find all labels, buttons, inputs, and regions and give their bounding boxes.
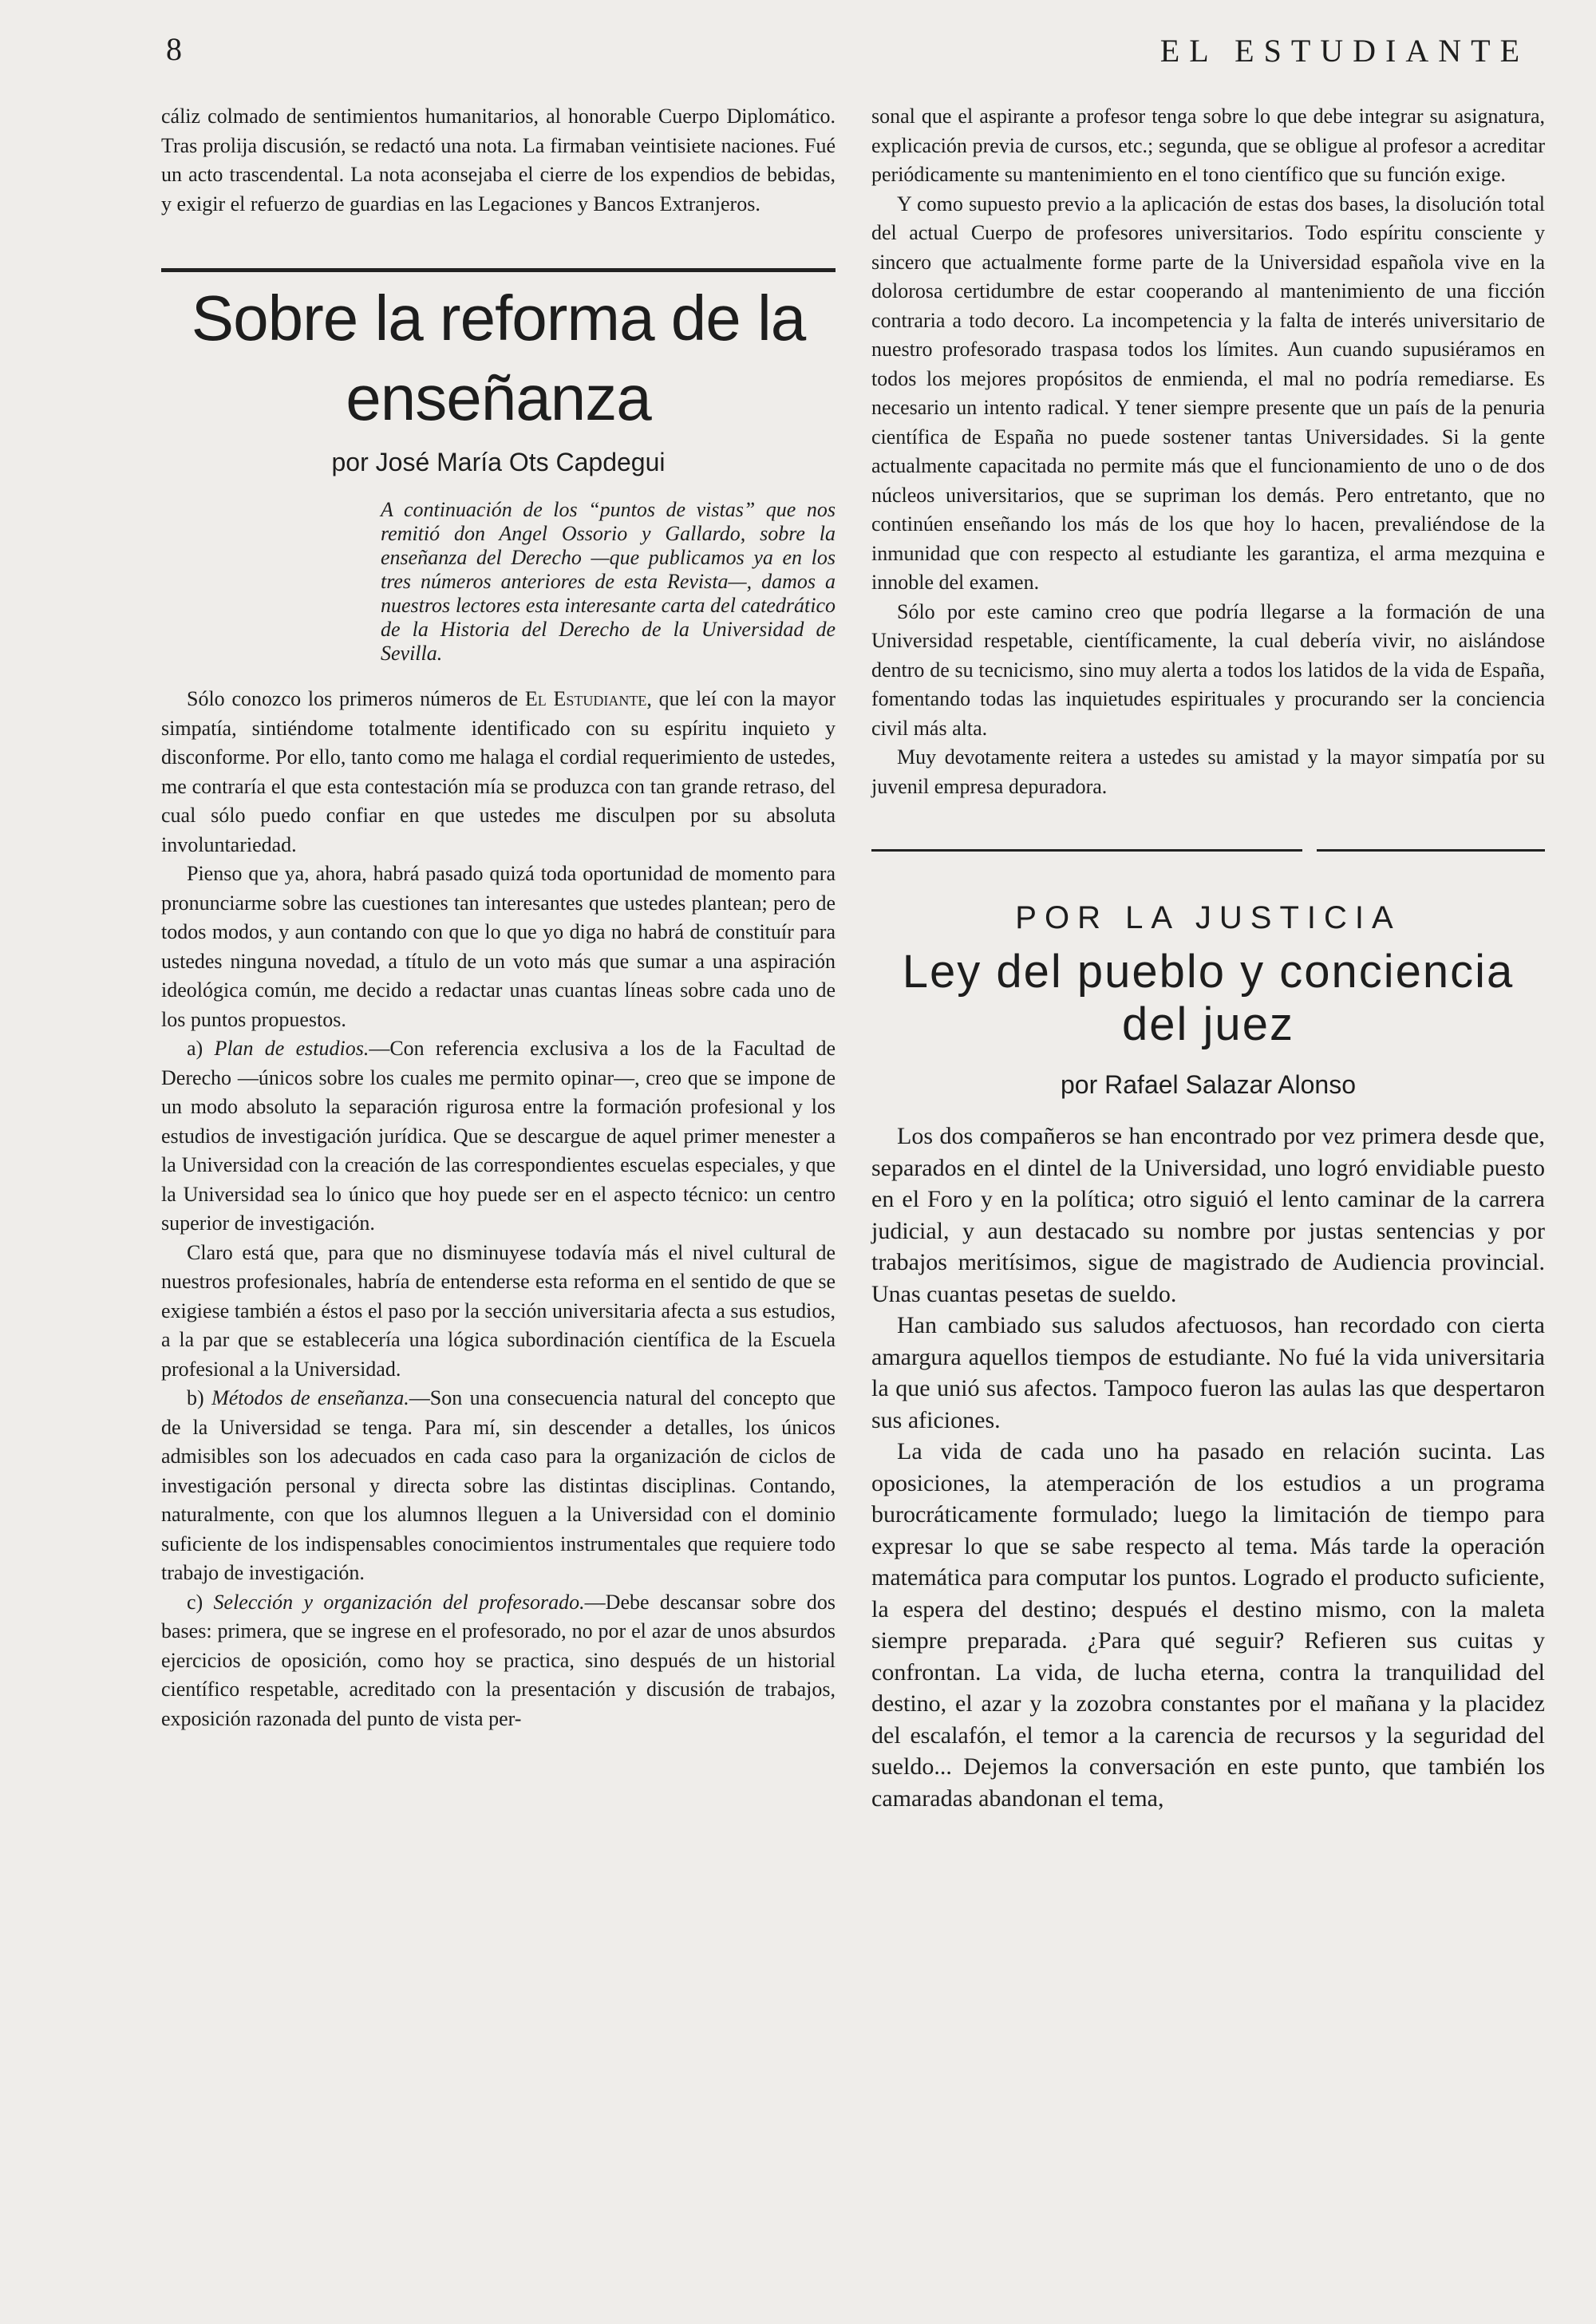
page-number: 8 <box>166 31 182 67</box>
section-divider <box>871 849 1545 854</box>
article-byline: por Rafael Salazar Alonso <box>1061 1070 1356 1099</box>
point-c: c) Selección y organización del profesorado.—Debe descansar sobre dos bases: primera, que se ingrese en el profesorado, no por el azar de unos absurdos ejercicios de oposición, como hoy se practica, sino después de un historial científico respetable, acreditado con la presentación y discusión de trabajos, exposición razonada del punto de vista per- <box>161 1590 836 1730</box>
right-column <box>871 102 1545 1814</box>
paragraph: Han cambiado sus saludos afectuosos, han recordado con cierta amargura aquellos tiempos de estudiante. No fué la vida universitaria la que unió sus afectos. Tampoco fueron las aulas las que despertaron sus aficiones. <box>871 1312 1545 1433</box>
running-head: EL ESTUDIANTE <box>1159 33 1529 69</box>
article-title: Sobre la reforma de la enseñanza <box>191 283 806 433</box>
journal-name: El Estudiante <box>524 687 647 710</box>
editorial-intro: A continuación de los “puntos de vistas” que nos remitió don Angel Ossorio y Gallardo, sobre la enseñanza del Derecho —que publicamos ya en los tres números anteriores de esta Revista—, damos a nuestros lectores esta interesante carta del catedrático de la Historia del Derecho de la Universidad de Sevilla. <box>381 498 836 665</box>
article-byline: por José María Ots Capdegui <box>331 448 666 476</box>
carryover-paragraph: cáliz colmado de sentimientos humanitarios, al honorable Cuerpo Diplomático. Tras prolija discusión, se redactó una nota. La firmaban veintisiete naciones. Fué un acto trascendental. La nota aconsejaba el cierre de los expendios de bebidas, y exigir el refuerzo de guardias en las Legaciones y Bancos Extranjeros. <box>161 105 836 215</box>
closing-paragraph: Muy devotamente reitera a ustedes su amistad y la mayor simpatía por su juvenil empresa depuradora. <box>871 745 1545 798</box>
section-divider <box>161 268 836 272</box>
paragraph: Pienso que ya, ahora, habrá pasado quizá toda oportunidad de momento para pronunciarme sobre las cuestiones tan interesantes que ustedes plantean; pero de todos modos, y aun contando con que lo que yo diga no habrá de constituír para ustedes ninguna novedad, a título de un voto más que sumar a una aspiración ideológica común, me decido a redactar unas cuantas líneas sobre cada uno de los puntos propuestos. <box>161 862 836 1031</box>
paragraph: La vida de cada uno ha pasado en relación sucinta. Las oposiciones, la atemperación de los estudios a un programa burocráticamente formulado; luego la limitación de tiempo para expresar lo que se sabe respecto al tema. Más tarde la operación matemática para computar los puntos. Logrado el producto suficiente, la espera del destino; después el destino mismo, con la maleta siempre preparada. ¿Para qué seguir? Refieren sus cuitas y confrontan. La vida, de lucha eterna, contra la tranquilidad del destino, el azar y la zozobra constantes por el mañana y la placidez del escalafón, el temor a la carencia de recursos y la seguridad del sueldo... Dejemos la conversación en este punto, que también los camaradas abandonan el tema, <box>871 1438 1545 1812</box>
point-a: a) Plan de estudios.—Con referencia exclusiva a los de la Facultad de Derecho —únicos sobre los cuales me permito opinar—, creo que se impone de un modo absoluto la separación rigurosa entre la formación profesional y los estudios de investigación jurídica. Que se descargue de aquel primer menester a la Universidad con la creación de las correspondientes escuelas especiales, y que la Universidad sea lo único que hoy puede ser en el aspecto técnico: un centro superior de investigación. <box>161 1037 836 1235</box>
point-b: b) Métodos de enseñanza.—Son una consecuencia natural del concepto que de la Universidad se tenga. Para mí, sin descender a detalles, los únicos admisibles son los adecuados en cada caso para la organización de ciclos de investigación personal y directa sobre las distintas disciplinas. Contando, naturalmente, con que los alumnos lleguen a la Universidad con el dominio suficiente de los indispensables conocimientos instrumentales que requiere todo trabajo de investigación. <box>161 1386 836 1584</box>
left-column <box>161 102 836 1733</box>
continued-paragraph: sonal que el aspirante a profesor tenga sobre lo que debe integrar su asignatura, explicación previa de cursos, etc.; segunda, que se obligue al profesor a acreditar periódicamente su mantenimiento en el tono científico que su función exige. <box>871 105 1545 186</box>
article-title: Ley del pueblo y conciencia del juez <box>902 946 1515 1050</box>
paragraph: Los dos compañeros se han encontrado por vez primera desde que, separados en el dintel de la Universidad, uno logró envidiable puesto en el Foro y en la política; otro siguió el lento caminar de la carrera judicial, y aun destacado su nombre por justas sentencias y por trabajos meritísimos, sigue de magistrado de Audiencia provincial. Unas cuantas pesetas de sueldo. <box>871 1123 1545 1307</box>
paragraph: Sólo conozco los primeros números de El Estudiante, que leí con la mayor simpatía, sintiéndome totalmente identificado con su espíritu inquieto y disconforme. Por ello, tanto como me halaga el cordial requerimiento de ustedes, me contraría el que esta contestación mía se produzca con tan grande retraso, del cual sólo puedo confiar en que ustedes me disculpen por su absoluta involuntariedad. <box>161 687 836 856</box>
paragraph: Y como supuesto previo a la aplicación de estas dos bases, la disolución total del actual Cuerpo de profesores universitarios. Todo espíritu consciente y sincero que actualmente forme parte de la Universidad española vive en la dolorosa certidumbre de estar cooperando al mantenimiento de una ficción contraria a todo decoro. La incompetencia y la falta de interés universitario de nuestro profesorado traspasa todos los límites. Aun cuando supusiéramos en todos los mejores propósitos de enmienda, el mal no podría remediarse. Es necesario un intento radical. Y tener siempre presente que un país de la penuria científica de España no puede sostener tantas Universidades. Si la gente actualmente capacitada no permite más que el funcionamiento de uno o de dos núcleos universitarios, que se supriman los demás. Pero entretanto, que no continúen enseñando los más de los que hoy lo hacen, prevaliéndose de la inmunidad que con respecto al estudiante les garantiza, el arma mezquina e innoble del examen. <box>871 192 1545 594</box>
section-kicker: POR LA JUSTICIA <box>1015 900 1401 935</box>
paragraph: Claro está que, para que no disminuyese todavía más el nivel cultural de nuestros profesionales, habría de entenderse esta reforma en el sentido de que se exigiese también a éstos el paso por la sección universitaria afecta a sus estudios, a la par que se establecería una lógica subordinación científica de la Escuela profesional a la Universidad. <box>161 1240 836 1381</box>
paragraph: Sólo por este camino creo que podría llegarse a la formación de una Universidad respetable, científicamente, la cual debería vivir, no aislándose dentro de su tecnicismo, sino muy alerta a todos los latidos de la vida de España, fomentando todas las inquietudes espirituales y procurando ser la conciencia civil más alta. <box>871 599 1545 740</box>
